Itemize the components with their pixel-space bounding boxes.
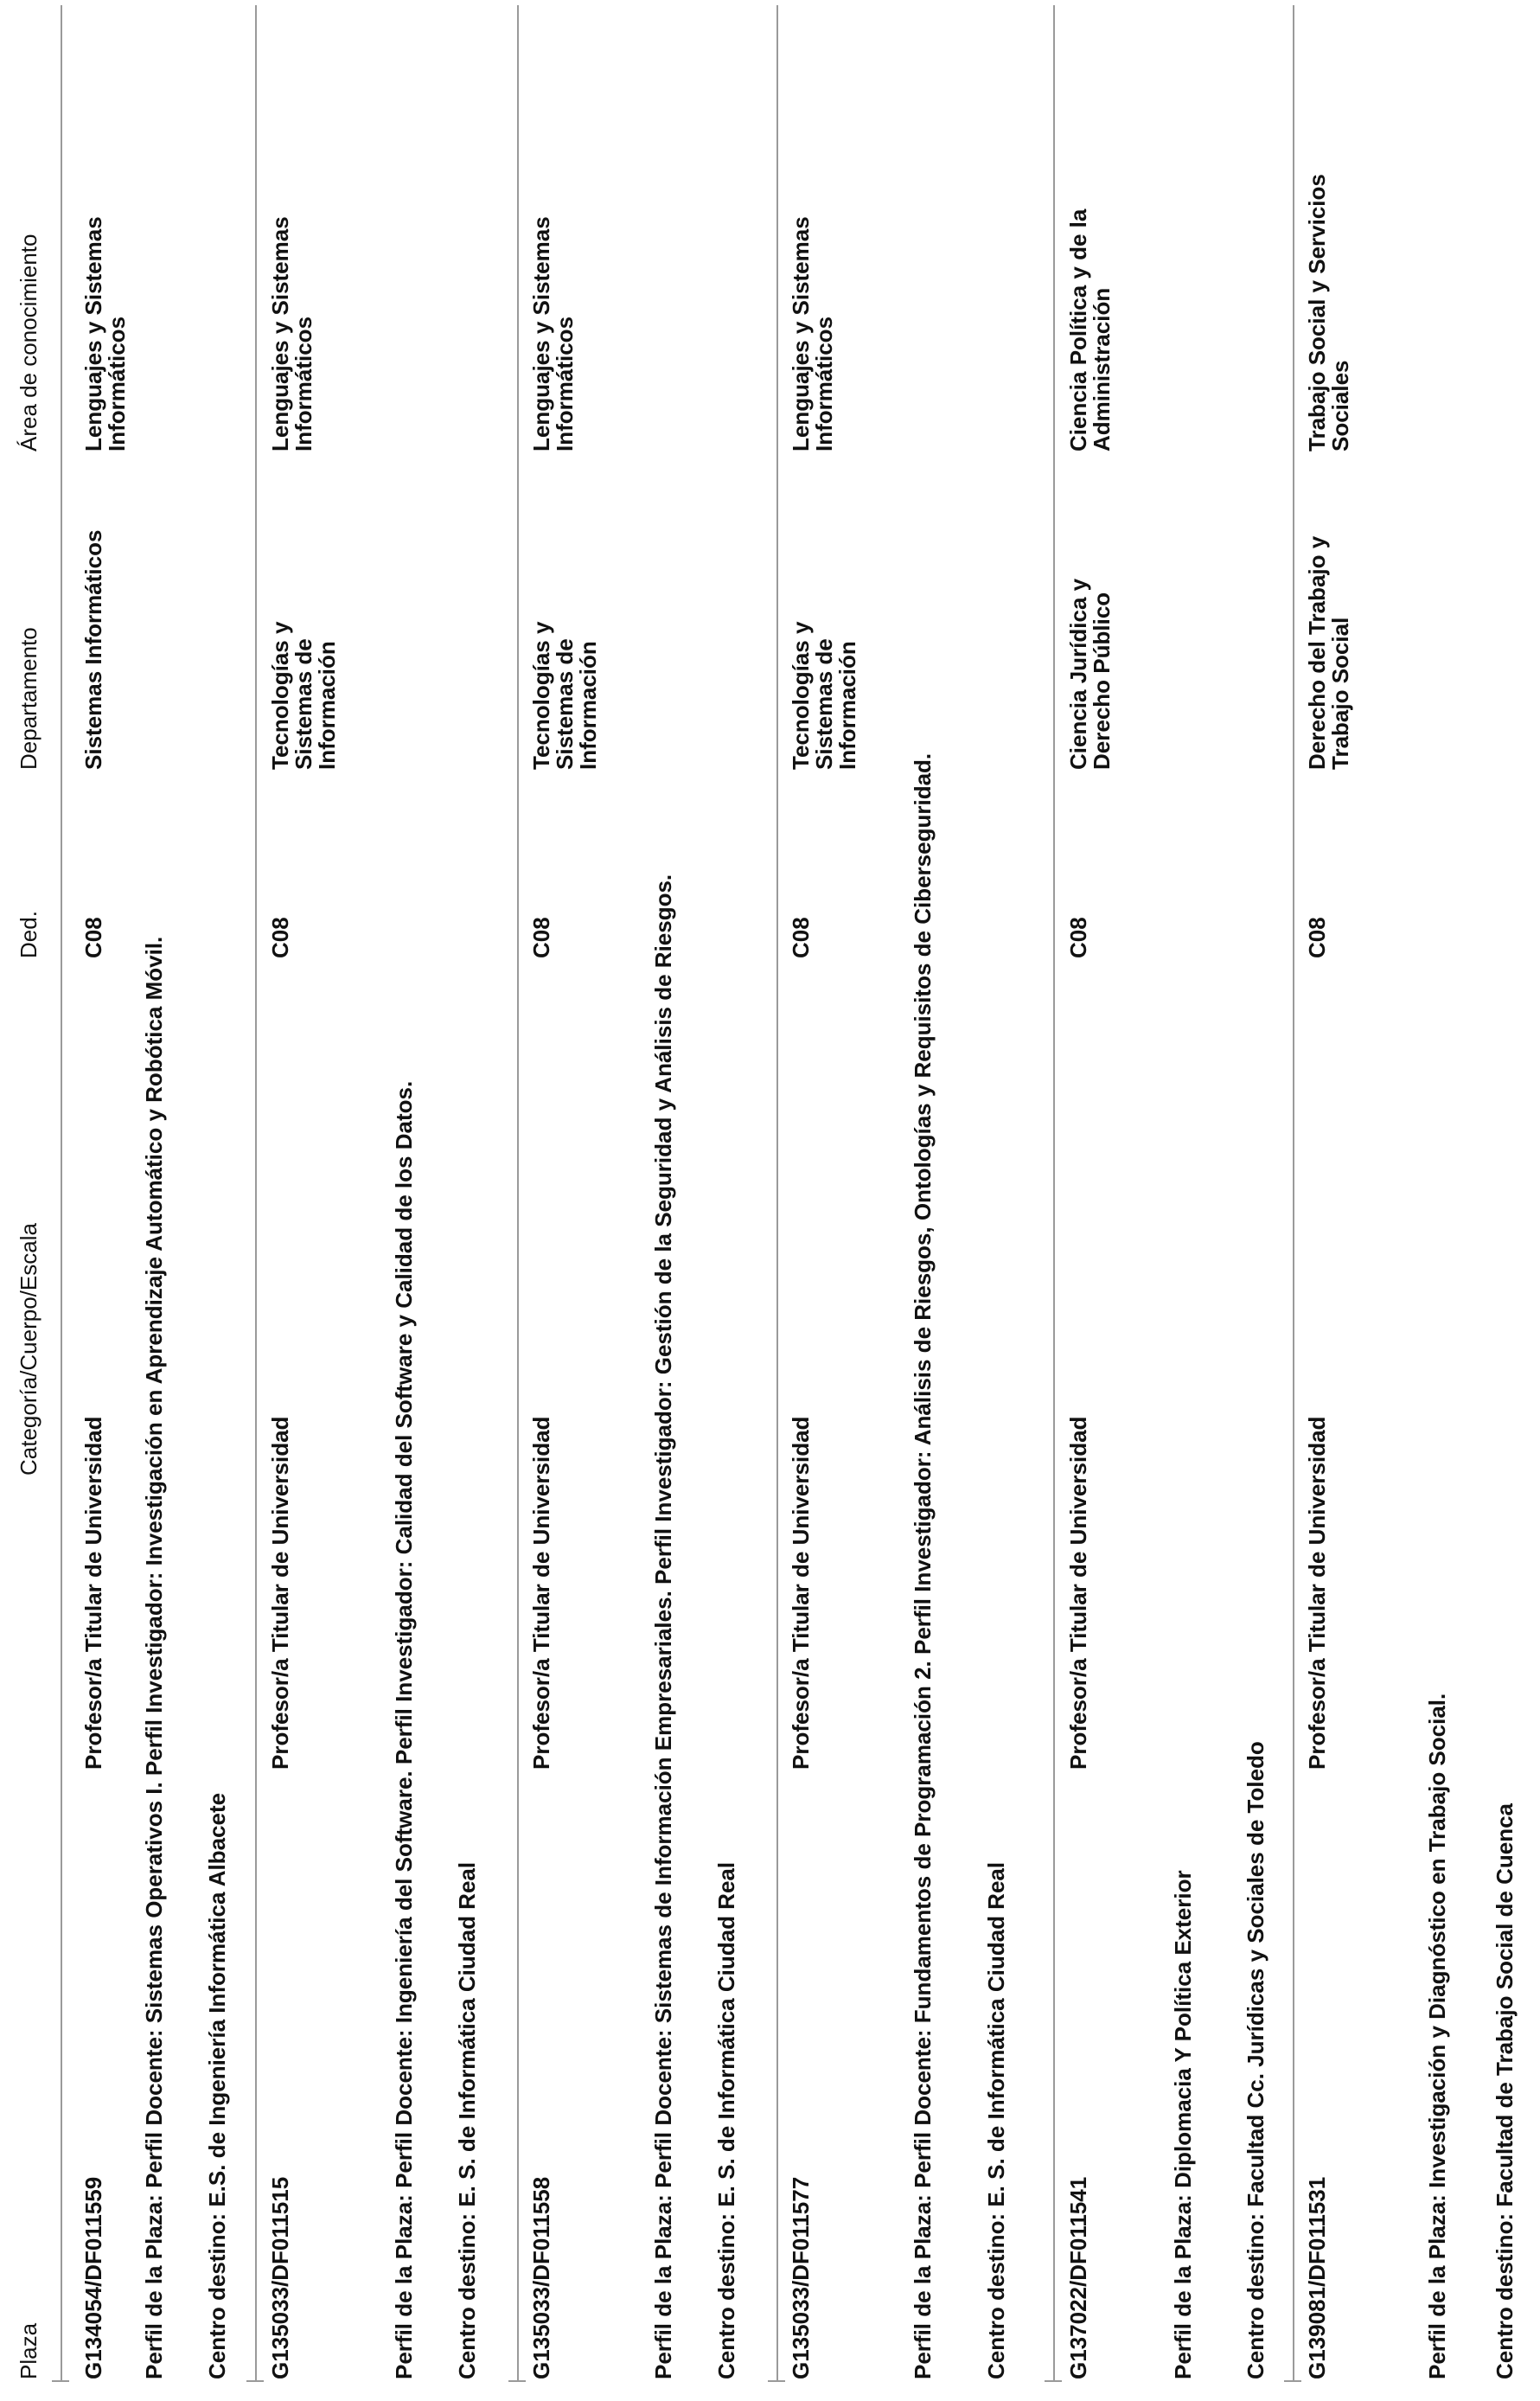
row-divider-tick <box>246 2380 264 2382</box>
row-area-line: Informáticos <box>811 316 837 451</box>
row-centro-destino: Centro destino: E. S. de Informática Ciudad Real <box>454 1861 480 2379</box>
row-plaza-code: G137022/DF011541 <box>1065 2176 1091 2379</box>
row-divider-tick <box>1045 2380 1062 2382</box>
row-area-line: Sociales <box>1327 360 1353 451</box>
row-categoria: Profesor/a Titular de Universidad <box>80 1416 106 1770</box>
row-perfil: Perfil de la Plaza: Perfil Docente: Fundamentos de Programación 2. Perfil Investigador: Análisis de Riesgos, Ontologías y Requisitos de Ciberseguridad. <box>910 752 936 2379</box>
row-departamento-line: Información <box>575 641 601 770</box>
header-categoria: Categoría/Cuerpo/Escala <box>16 1223 42 1476</box>
table-row-divider <box>776 5 778 2382</box>
row-departamento-line: Sistemas Informáticos <box>80 529 106 770</box>
row-categoria: Profesor/a Titular de Universidad <box>528 1416 554 1770</box>
table-row-divider <box>517 5 519 2382</box>
table-row-divider <box>1053 5 1055 2382</box>
row-perfil: Perfil de la Plaza: Diplomacia Y Política Exterior <box>1170 1870 1196 2379</box>
row-dedicacion: C08 <box>1304 917 1330 958</box>
row-perfil: Perfil de la Plaza: Perfil Docente: Sistemas de Información Empresariales. Perfil Investigador: Gestión de la Seguridad y Análisis de Riesgos. <box>650 874 676 2379</box>
row-centro-destino: Centro destino: E.S. de Ingeniería Informática Albacete <box>204 1792 230 2379</box>
header-area-conocimiento: Área de conocimiento <box>16 234 42 451</box>
row-dedicacion: C08 <box>267 917 293 958</box>
row-categoria: Profesor/a Titular de Universidad <box>267 1416 293 1770</box>
row-departamento-line: Sistemas de <box>811 638 837 770</box>
row-area-line: Informáticos <box>291 316 316 451</box>
row-plaza-code: G135033/DF011577 <box>788 2176 814 2379</box>
row-area-line: Ciencia Política y de la <box>1065 208 1091 451</box>
row-centro-destino: Centro destino: Facultad Cc. Jurídicas y Sociales de Toledo <box>1243 1741 1268 2379</box>
row-plaza-code: G135033/DF011515 <box>267 2176 293 2379</box>
row-perfil: Perfil de la Plaza: Perfil Docente: Ingeniería del Software. Perfil Investigador: Calidad del Software y Calidad de los Datos. <box>391 1080 417 2379</box>
row-divider-tick <box>52 2380 69 2382</box>
header-plaza: Plaza <box>16 2322 42 2379</box>
row-dedicacion: C08 <box>80 917 106 958</box>
table-row-divider <box>61 5 62 2382</box>
row-area-line: Lenguajes y Sistemas <box>80 216 106 451</box>
row-centro-destino: Centro destino: E. S. de Informática Ciudad Real <box>713 1861 739 2379</box>
row-categoria: Profesor/a Titular de Universidad <box>788 1416 814 1770</box>
row-departamento-line: Trabajo Social <box>1327 617 1353 770</box>
row-area-line: Administración <box>1089 287 1115 451</box>
header-dedicacion: Ded. <box>16 911 42 958</box>
row-perfil: Perfil de la Plaza: Investigación y Diagnóstico en Trabajo Social. <box>1424 1693 1450 2379</box>
row-dedicacion: C08 <box>1065 917 1091 958</box>
row-departamento-line: Derecho del Trabajo y <box>1304 535 1330 770</box>
row-perfil: Perfil de la Plaza: Perfil Docente: Sistemas Operativos I. Perfil Investigador: Investigación en Aprendizaje Automático y Robótica Móvil. <box>141 936 167 2379</box>
row-departamento-line: Información <box>314 641 340 770</box>
row-area-line: Informáticos <box>104 316 130 451</box>
row-plaza-code: G134054/DF011559 <box>80 2176 106 2379</box>
row-divider-tick <box>508 2380 526 2382</box>
row-area-line: Trabajo Social y Servicios <box>1304 174 1330 451</box>
row-area-line: Lenguajes y Sistemas <box>267 216 293 451</box>
row-divider-tick <box>1284 2380 1301 2382</box>
row-departamento-line: Tecnologías y <box>528 621 554 770</box>
row-dedicacion: C08 <box>528 917 554 958</box>
row-categoria: Profesor/a Titular de Universidad <box>1065 1416 1091 1770</box>
row-departamento-line: Tecnologías y <box>267 621 293 770</box>
table-row-divider <box>255 5 257 2382</box>
row-area-line: Lenguajes y Sistemas <box>788 216 814 451</box>
row-departamento-line: Información <box>834 641 860 770</box>
row-departamento-line: Sistemas de <box>291 638 316 770</box>
row-categoria: Profesor/a Titular de Universidad <box>1304 1416 1330 1770</box>
header-departamento: Departamento <box>16 627 42 770</box>
table-row-divider <box>1293 5 1294 2382</box>
row-departamento-line: Tecnologías y <box>788 621 814 770</box>
row-area-line: Lenguajes y Sistemas <box>528 216 554 451</box>
row-plaza-code: G139081/DF011531 <box>1304 2176 1330 2379</box>
row-divider-tick <box>768 2380 785 2382</box>
row-plaza-code: G135033/DF011558 <box>528 2176 554 2379</box>
row-departamento-line: Ciencia Jurídica y <box>1065 578 1091 770</box>
row-centro-destino: Centro destino: Facultad de Trabajo Social de Cuenca <box>1492 1802 1518 2379</box>
row-departamento-line: Derecho Público <box>1089 592 1115 770</box>
row-centro-destino: Centro destino: E. S. de Informática Ciudad Real <box>983 1861 1009 2379</box>
row-dedicacion: C08 <box>788 917 814 958</box>
row-area-line: Informáticos <box>552 316 578 451</box>
row-departamento-line: Sistemas de <box>552 638 578 770</box>
